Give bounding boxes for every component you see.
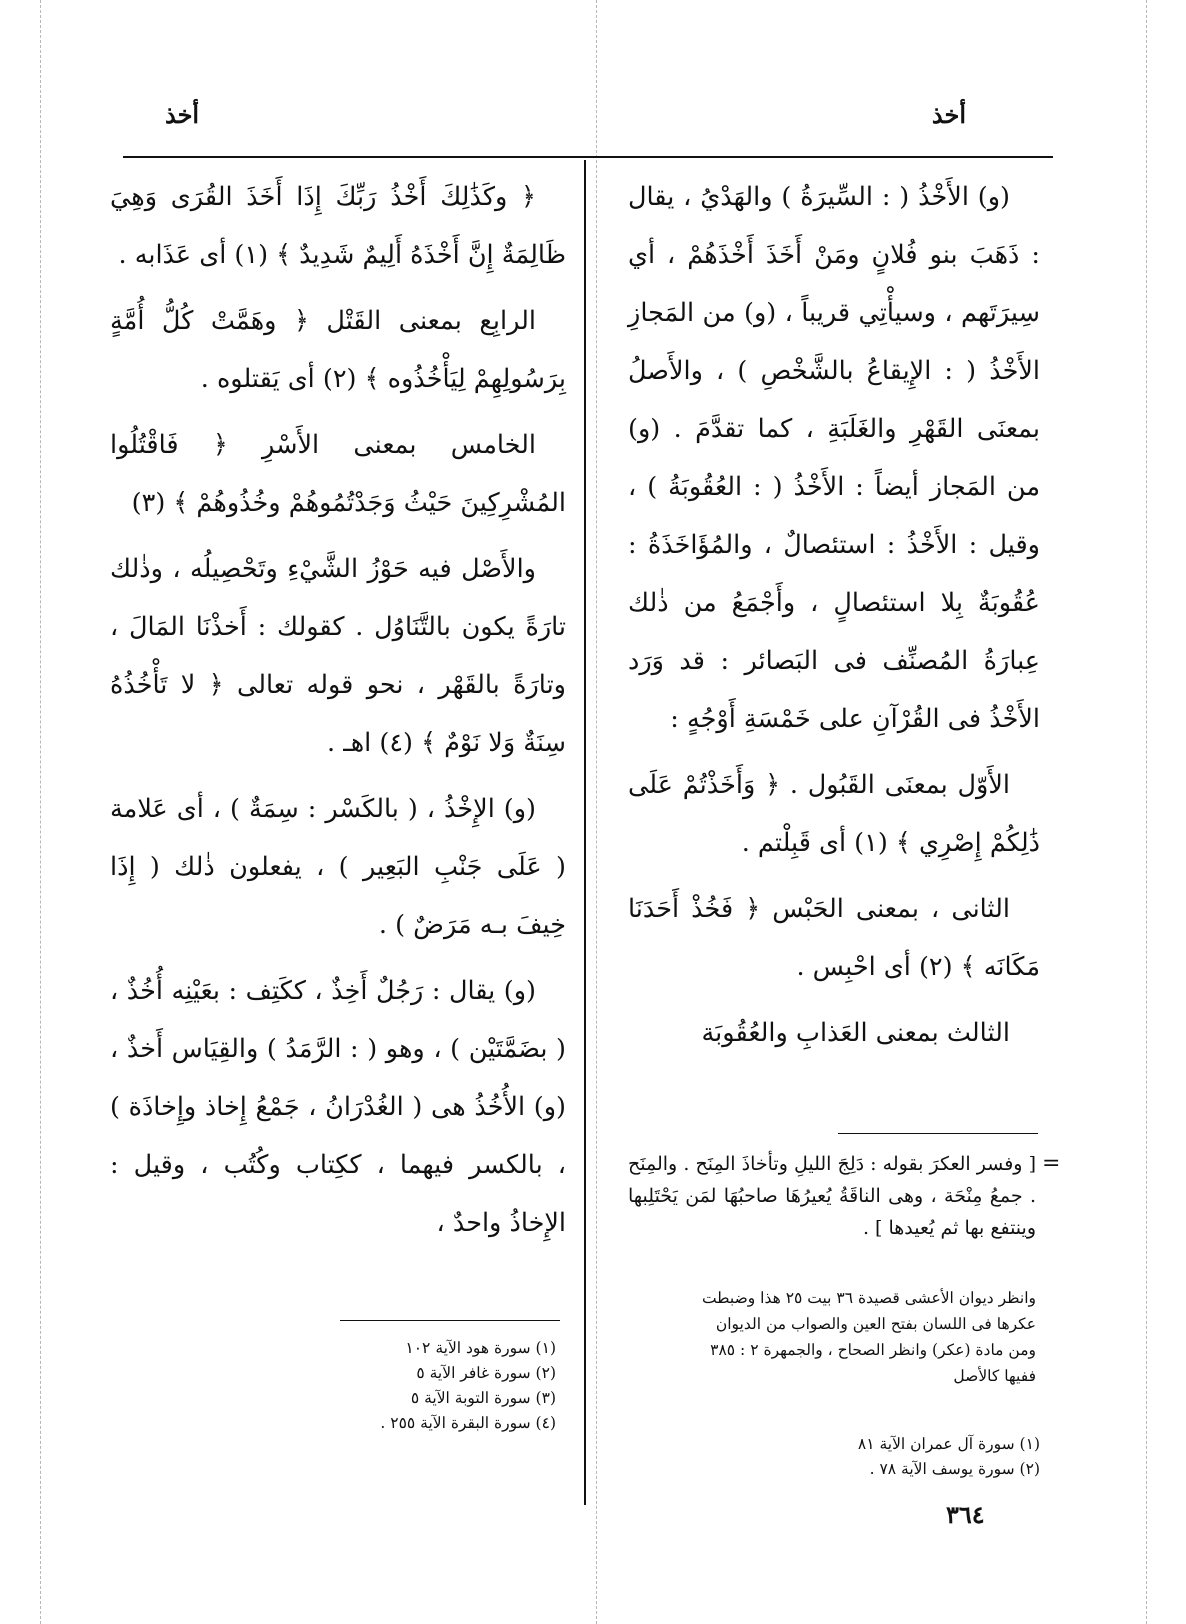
- footnote-item: (٢) سورة غافر الآية ٥: [416, 1364, 556, 1382]
- footnote-continuation-marker: =: [1042, 1151, 1061, 1176]
- footnote-line: عكرها فى اللسان بفتح العين والصواب من الديوان: [715, 1315, 1036, 1333]
- footnotes-right: [740, 1432, 1040, 1482]
- paragraph: الثانى ، بمعنى الحَبْس ﴿ فَخُذْ أَحَدَنَا مَكَانَه ﴾ (٢) أى احْبِس .: [628, 894, 1040, 982]
- footnote-item: (١) سورة آل عمران الآية ٨١: [857, 1435, 1040, 1453]
- footnote-item: (٢) سورة يوسف الآية ٧٨ .: [869, 1460, 1040, 1478]
- right-column: [628, 168, 1040, 1070]
- footnote-line: ومن مادة (عكر) وانظر الصحاح ، والجمهرة ٢ : ٣٨٥: [710, 1341, 1036, 1359]
- header-word-left: أخذ: [165, 100, 200, 129]
- column-divider: [584, 160, 586, 1505]
- paragraph: الثالث بمعنى العَذابِ والعُقُوبَة: [701, 1018, 1010, 1048]
- footnote-separator: [838, 1133, 1038, 1134]
- scan-artifact-line: [596, 0, 597, 1624]
- footnote-item: (١) سورة هود الآية ١٠٢: [405, 1339, 556, 1357]
- scan-artifact-line: [1146, 0, 1147, 1624]
- paragraph: (و) الأَخْذُ ( : السِّيرَةُ ) والهَدْيُ ، يقال : ذَهَبَ بنو فُلانٍ ومَنْ أَخَذَ أَخْذَهُمْ ، أي سِيرَتَهم ، وسيأْتِي قريباً ، (و) من المَجازِ الأَخْذُ ( : الإِيقاعُ بالشَّخْصِ ) ، والأَصلُ بمعنَى القَهْرِ والغَلَبَةِ ، كما تقدَّمَ . (و) من المَجاز أيضاً : الأَخْذُ ( : العُقُوبَةُ ) ، وقيل : الأَخْذُ : استئصالٌ ، والمُؤَاخَذَةُ : عُقُوبَةٌ بِلا استئصالٍ ، وأَجْمَعُ من ذٰلك عِبارَةُ المُصنِّف فى البَصائر : قد وَرَد الأَخْذُ فى القُرْآنِ على خَمْسَةِ أَوْجُهٍ :: [628, 182, 1040, 734]
- paragraph: الخامس بمعنى الأَسْرِ ﴿ فَاقْتُلُوا المُشْرِكِينَ حَيْثُ وَجَدْتُمُوهُمْ وخُذُوهُمْ ﴾ (٣): [110, 430, 566, 518]
- paragraph: (و) الإِخْذُ ، ( بالكَسْر : سِمَةٌ ) ، أى عَلامة ( عَلَى جَنْبِ البَعِير ) ، يفعلون ذٰلك ( إِذَا خِيفَ بـه مَرَضٌ ) .: [110, 794, 566, 940]
- footnote-item: (٤) سورة البقرة الآية ٢٥٥ .: [380, 1414, 556, 1432]
- paragraph: والأَصْل فيه حَوْزُ الشَّيْءِ وتَحْصِيلُه ، وذٰلك تارَةً يكون بالتَّنَاوُل . كقولك : أَخذْنَا المَالَ ، وتارَةً بالقَهْر ، نحو قوله تعالى ﴿ لا تَأْخُذُهُ سِنَةٌ وَلا نَوْمٌ ﴾ (٤) اهـ .: [110, 554, 566, 758]
- bracketed-note: [ وفسر العكرَ بقوله : دَلِجَ الليلِ وتأخاذَ المِنَح . والمِنَح . جمعُ مِنْحَة ، وهى الناقَةُ يُعيرُهَا صاحبُهَا لمَن يَحْتَلِبها وينتفع بها ثم يُعيدها ] .: [628, 1153, 1036, 1239]
- paragraph: (و) يقال : رَجُلٌ أَخِذٌ ، ككَتِف : بعَيْنِه أُخُذٌ ، ( بضَمَّتَيْن ) ، وهو ( : الرَّمَدُ ) والقِيَاس أَخذٌ ، (و) الأُخُذُ هى ( الغُدْرَانُ ، جَمْعُ إِخاذ وإِخاذَة ) ، بالكسر فيهما ، ككِتاب وكُتُب ، وقيل : الإِخاذُ واحدٌ ،: [110, 976, 566, 1238]
- footnote-item: (٣) سورة التوبة الآية ٥: [410, 1389, 556, 1407]
- footnote-separator: [340, 1320, 560, 1321]
- paragraph: الرابِع بمعنى القَتْل ﴿ وهَمَّتْ كُلُّ أُمَّةٍ بِرَسُولِهِمْ لِيَأْخُذُوه ﴾ (٢) أى يَقتلوه .: [110, 306, 566, 394]
- paragraph: الأَوّل بمعنَى القَبُول . ﴿ وَأَخَذْتُمْ عَلَى ذَٰلِكُمْ إِصْرِي ﴾ (١) أى قَبِلْتم .: [628, 770, 1040, 858]
- paragraph: ﴿ وكَذَٰلِكَ أَخْذُ رَبِّكَ إِذَا أَخَذَ القُرَى وَهِيَ ظَالِمَةٌ إِنَّ أَخْذَهُ أَلِيمٌ شَدِيدٌ ﴾ (١) أى عَذَابه .: [110, 182, 566, 270]
- continued-footnote: [640, 1285, 1036, 1389]
- scan-artifact-line: [40, 0, 41, 1624]
- footnote-line: وانظر ديوان الأعشى قصيدة ٣٦ بيت ٢٥ هذا وضبطت: [701, 1289, 1036, 1307]
- footnote-line: ففيها كالأصل: [953, 1367, 1036, 1385]
- header-rule: [123, 156, 1053, 158]
- left-column: [110, 168, 566, 1260]
- page-number: ٣٦٤: [946, 1500, 985, 1529]
- footnotes-left: [240, 1336, 556, 1436]
- header-word-right: أخذ: [931, 100, 966, 129]
